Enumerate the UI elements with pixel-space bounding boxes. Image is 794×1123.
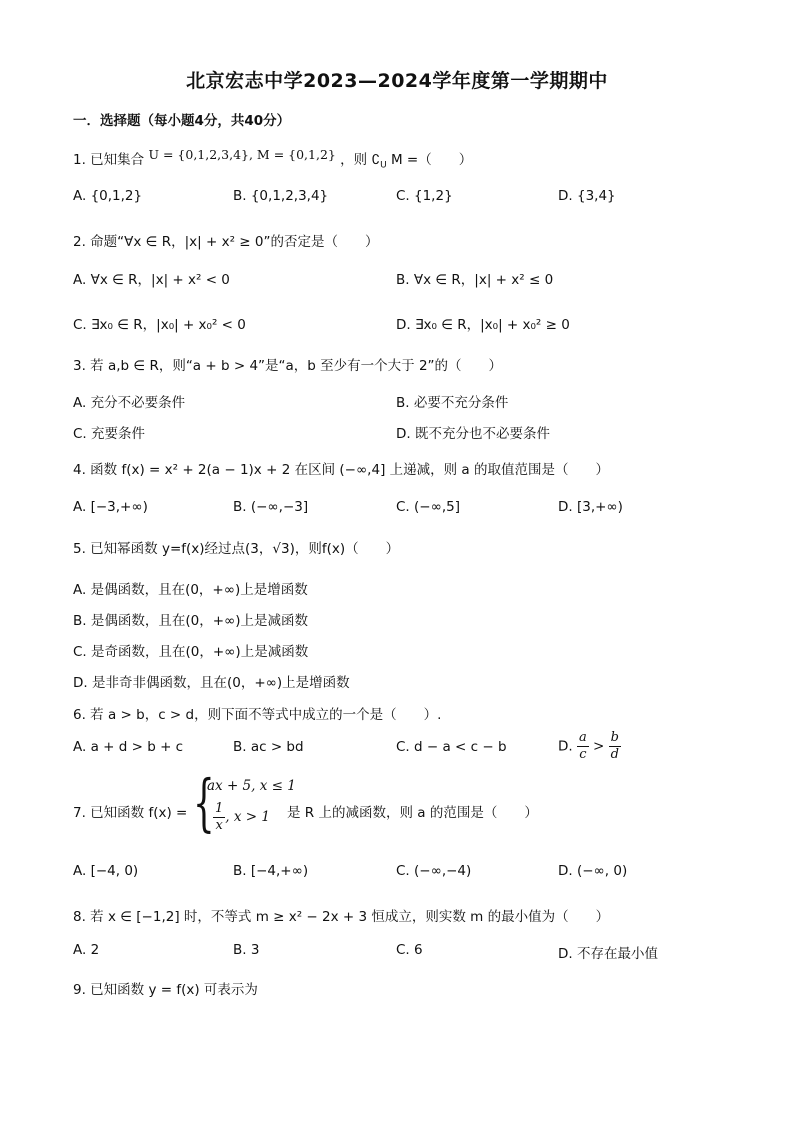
question-4-stem: 4. 函数 f(x) = x² + 2(a − 1)x + 2 在区间 (−∞,4] 上递减，则 a 的取值范围是（ ） (73, 462, 609, 478)
piecewise-function (193, 766, 296, 842)
question-6-option-c[interactable]: C. d − a < c − b (396, 739, 507, 755)
question-6-option-a[interactable]: A. a + d > b + c (73, 739, 184, 755)
question-8-option-b[interactable]: B. 3 (233, 942, 260, 958)
question-6-option-b[interactable]: B. ac > bd (233, 739, 304, 755)
greater-than-sign: > (593, 738, 605, 755)
question-3-option-c[interactable]: C. 充要条件 (73, 426, 146, 442)
question-8-option-c[interactable]: C. 6 (396, 942, 423, 958)
fraction-numerator: b (610, 730, 619, 745)
question-8-stem: 8. 若 x ∈ [−1,2] 时，不等式 m ≥ x² − 2x + 3 恒成立，则实数 m 的最小值为（ ） (73, 909, 610, 925)
question-1-option-c[interactable]: C. {1,2} (396, 188, 453, 204)
question-2-option-b[interactable]: B. ∀x ∈ R，|x| + x² ≤ 0 (396, 272, 554, 288)
question-6-option-d-label: D. (558, 738, 573, 755)
question-1-stem: 1. 已知集合 (73, 152, 145, 168)
section-heading: 一．选择题（每小题4分，共40分） (73, 113, 291, 129)
question-9-stem: 9. 已知函数 y = f(x) 可表示为 (73, 982, 258, 998)
page-title: 北京宏志中学2023—2024学年度第一学期期中 (186, 70, 608, 92)
question-5-option-c[interactable]: C. 是奇函数，且在(0，+∞)上是减函数 (73, 644, 309, 660)
question-7-option-c[interactable]: C. (−∞,−4) (396, 863, 472, 879)
question-1-tail2: M =（ ） (390, 152, 473, 168)
question-5-option-a[interactable]: A. 是偶函数，且在(0，+∞)上是增函数 (73, 582, 308, 598)
question-7-option-a[interactable]: A. [−4, 0) (73, 863, 139, 879)
fraction-a-over-c (577, 730, 589, 763)
question-7-stem-left: 7. 已知函数 f(x) = (73, 805, 188, 821)
fraction-b-over-d (609, 730, 621, 763)
fraction-one-over-x (213, 801, 225, 834)
question-5-option-d[interactable]: D. 是非奇非偶函数，且在(0，+∞)上是增函数 (73, 675, 350, 691)
fraction-denominator: c (579, 747, 587, 762)
question-1-sets: U = {0,1,2,3,4}, M = {0,1,2} (148, 147, 336, 162)
question-3-stem: 3. 若 a,b ∈ R，则“a + b > 4”是“a，b 至少有一个大于 2”的（ ） (73, 358, 503, 374)
question-2-stem: 2. 命题“∀x ∈ R，|x| + x² ≥ 0”的否定是（ ） (73, 234, 379, 250)
question-8-option-d[interactable]: D. 不存在最小值 (558, 946, 658, 962)
question-4-option-a[interactable]: A. [−3,+∞) (73, 499, 148, 515)
fraction-numerator: a (578, 730, 587, 745)
question-5-stem: 5. 已知幂函数 y=f(x)经过点(3，√3)，则f(x)（ ） (73, 541, 400, 557)
question-4-option-d[interactable]: D. [3,+∞) (558, 499, 623, 515)
question-1-option-b[interactable]: B. {0,1,2,3,4} (233, 188, 329, 204)
question-2-option-a[interactable]: A. ∀x ∈ R，|x| + x² < 0 (73, 272, 230, 288)
question-3-option-d[interactable]: D. 既不充分也不必要条件 (396, 426, 550, 442)
question-1-option-a[interactable]: A. {0,1,2} (73, 188, 143, 204)
question-4-option-c[interactable]: C. (−∞,5] (396, 499, 460, 515)
piecewise-case-2 (213, 801, 270, 834)
question-1 (73, 148, 472, 171)
fraction-denominator: x (215, 818, 223, 833)
left-brace-icon: { (193, 766, 215, 839)
piecewise-case-2-condition: , x > 1 (225, 809, 270, 825)
question-2-option-d[interactable]: D. ∃x₀ ∈ R，|x₀| + x₀² ≥ 0 (396, 317, 570, 333)
fraction-denominator: d (610, 747, 619, 762)
question-6-stem: 6. 若 a > b，c > d，则下面不等式中成立的一个是（ ）. (73, 707, 442, 723)
fraction-numerator: 1 (215, 801, 224, 816)
question-3-option-a[interactable]: A. 充分不必要条件 (73, 395, 186, 411)
question-2-option-c[interactable]: C. ∃x₀ ∈ R，|x₀| + x₀² < 0 (73, 317, 246, 333)
question-1-option-d[interactable]: D. {3,4} (558, 188, 616, 204)
question-7-option-d[interactable]: D. (−∞, 0) (558, 863, 628, 879)
question-7-stem-right: 是 R 上的减函数，则 a 的范围是（ ） (287, 805, 538, 821)
question-1-sub: U (380, 160, 387, 171)
piecewise-case-1: ax + 5, x ≤ 1 (207, 778, 296, 794)
question-8-option-a[interactable]: A. 2 (73, 942, 100, 958)
question-4-option-b[interactable]: B. (−∞,−3] (233, 499, 309, 515)
question-6-option-d[interactable] (558, 730, 621, 763)
question-5-option-b[interactable]: B. 是偶函数，且在(0，+∞)上是减函数 (73, 613, 309, 629)
question-3-option-b[interactable]: B. 必要不充分条件 (396, 395, 509, 411)
question-1-tail: ，则 ∁ (340, 152, 381, 168)
question-7-option-b[interactable]: B. [−4,+∞) (233, 863, 309, 879)
